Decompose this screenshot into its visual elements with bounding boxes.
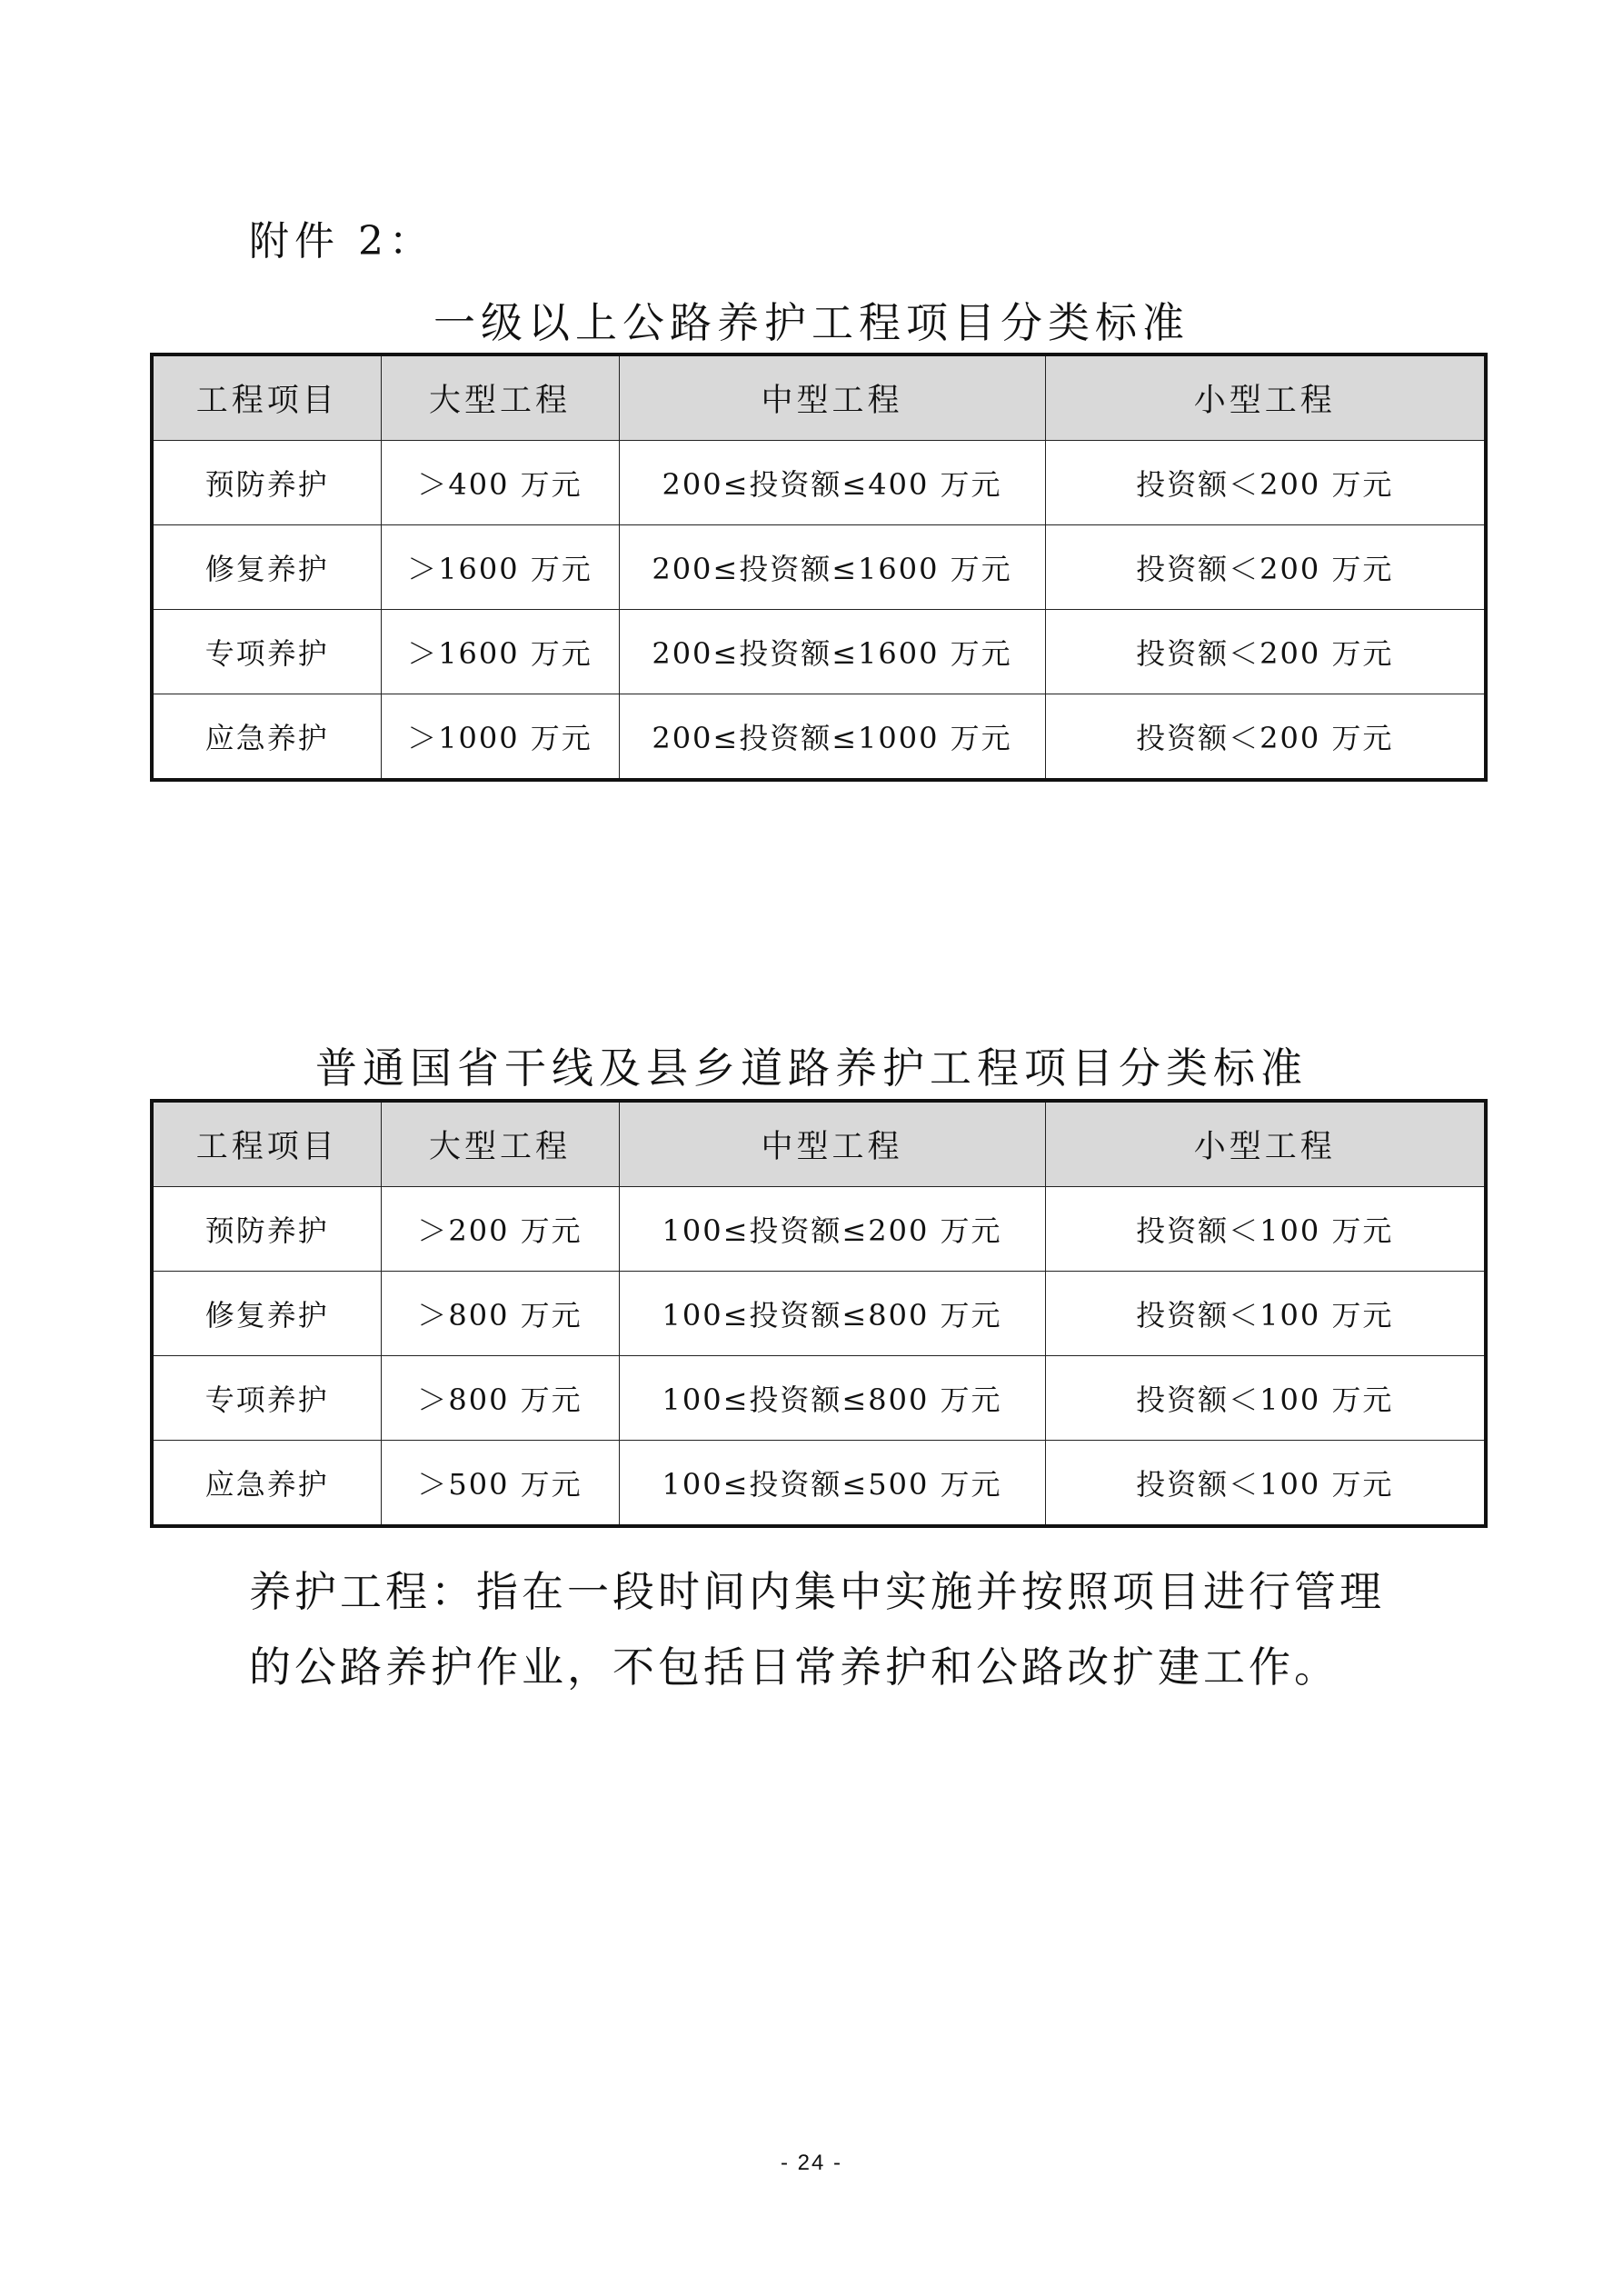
table-title-county-road: 普通国省干线及县乡道路养护工程项目分类标准 [315,1043,1308,1093]
attachment-label: 附件 2： [249,218,434,265]
cell-small: 投资额＜100 万元 [1045,1441,1486,1527]
cell-medium: 100≤投资额≤800 万元 [619,1356,1045,1441]
header-small: 小型工程 [1045,1101,1486,1187]
cell-medium: 200≤投资额≤1600 万元 [619,525,1045,610]
cell-large: ＞400 万元 [381,441,619,525]
cell-large: ＞800 万元 [381,1272,619,1356]
cell-medium: 200≤投资额≤1000 万元 [619,694,1045,781]
header-project: 工程项目 [152,1101,381,1187]
table-title-highway: 一级以上公路养护工程项目分类标准 [433,298,1190,347]
cell-small: 投资额＜100 万元 [1045,1272,1486,1356]
cell-small: 投资额＜200 万元 [1045,610,1486,694]
table-row [152,610,1486,694]
cell-project: 预防养护 [152,441,381,525]
header-medium: 中型工程 [619,1101,1045,1187]
cell-small: 投资额＜200 万元 [1045,694,1486,781]
cell-project: 修复养护 [152,1272,381,1356]
cell-small: 投资额＜100 万元 [1045,1356,1486,1441]
cell-medium: 200≤投资额≤1600 万元 [619,610,1045,694]
cell-project: 专项养护 [152,610,381,694]
table-header-row [152,1101,1486,1187]
table-row [152,1441,1486,1527]
page-number: - 24 - [780,2151,842,2175]
cell-small: 投资额＜100 万元 [1045,1187,1486,1272]
table-header-row [152,354,1486,441]
classification-table-highway [150,353,1488,782]
cell-project: 应急养护 [152,1441,381,1527]
cell-project: 应急养护 [152,694,381,781]
classification-table-county-road [150,1099,1488,1528]
cell-medium: 100≤投资额≤500 万元 [619,1441,1045,1527]
cell-large: ＞800 万元 [381,1356,619,1441]
cell-large: ＞1000 万元 [381,694,619,781]
cell-large: ＞200 万元 [381,1187,619,1272]
cell-large: ＞500 万元 [381,1441,619,1527]
table-row [152,1356,1486,1441]
cell-large: ＞1600 万元 [381,610,619,694]
header-small: 小型工程 [1045,354,1486,441]
cell-large: ＞1600 万元 [381,525,619,610]
definition-note: 养护工程：指在一段时间内集中实施并按照项目进行管理的公路养护作业，不包括日常养护和公路改扩建工作。 [249,1567,1385,1692]
header-project: 工程项目 [152,354,381,441]
table-row [152,1187,1486,1272]
header-large: 大型工程 [381,354,619,441]
cell-medium: 100≤投资额≤200 万元 [619,1187,1045,1272]
cell-small: 投资额＜200 万元 [1045,525,1486,610]
cell-project: 专项养护 [152,1356,381,1441]
header-medium: 中型工程 [619,354,1045,441]
cell-medium: 100≤投资额≤800 万元 [619,1272,1045,1356]
table-row [152,1272,1486,1356]
cell-small: 投资额＜200 万元 [1045,441,1486,525]
cell-project: 预防养护 [152,1187,381,1272]
cell-project: 修复养护 [152,525,381,610]
cell-medium: 200≤投资额≤400 万元 [619,441,1045,525]
table-row [152,694,1486,781]
header-large: 大型工程 [381,1101,619,1187]
table-row [152,441,1486,525]
table-row [152,525,1486,610]
